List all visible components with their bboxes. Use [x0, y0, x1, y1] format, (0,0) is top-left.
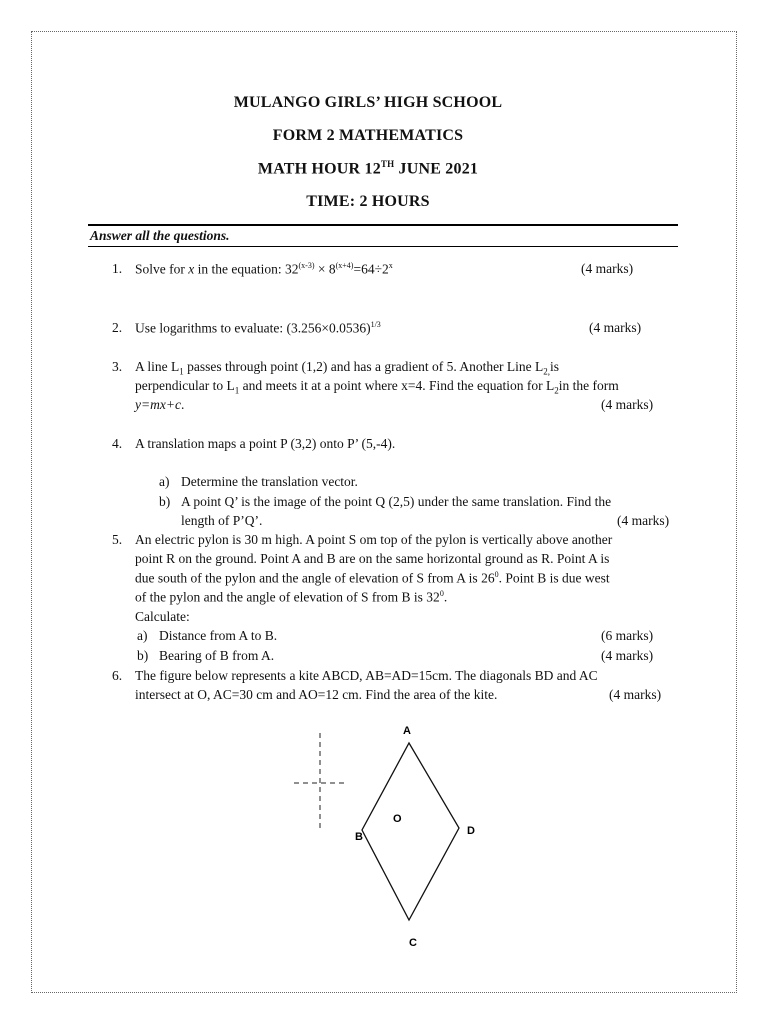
q1-number: 1.: [112, 261, 123, 276]
q3-l1a: A line L: [135, 359, 180, 374]
q2-number: 2.: [112, 320, 123, 335]
q3-l2sub2: 2: [554, 385, 559, 396]
vertex-d-label: D: [467, 825, 475, 837]
q6-line2: intersect at O, AC=30 cm and AO=12 cm. Find the area of the kite.: [135, 687, 498, 702]
q3-l2c: in the form: [558, 378, 619, 393]
q6-line1: The figure below represents a kite ABCD, AB=AD=15cm. The diagonals BD and AC: [135, 668, 598, 683]
q5b-marks: (4 marks): [601, 648, 654, 663]
q3-l1b: passes through point (1,2) and has a gradient of 5. Another Line L: [183, 359, 544, 374]
q6-number: 6.: [112, 668, 123, 683]
q2-marks: (4 marks): [589, 320, 642, 335]
q4b-line1: A point Q’ is the image of the point Q (2,5) under the same translation. Find the: [181, 494, 612, 509]
vertex-b-label: B: [355, 831, 363, 843]
q3-number: 3.: [112, 359, 123, 374]
q5-l4b: .: [443, 589, 448, 605]
q3-l1c: is: [550, 359, 560, 374]
center-o-label: O: [393, 813, 402, 825]
q3-l1sub2: 2,: [543, 366, 551, 377]
q4-number: 4.: [112, 436, 123, 451]
q1-marks: (4 marks): [581, 261, 634, 276]
q3-l2sub: 1: [234, 385, 240, 396]
exam-title-pre: MATH HOUR 12: [257, 160, 381, 178]
q3-equation: y=mx+c: [135, 397, 181, 412]
q5a-label: a): [137, 628, 148, 643]
q1-exp2: (x+4): [335, 261, 354, 270]
q5-l3sup: 0: [494, 570, 499, 579]
instructions: Answer all the questions.: [90, 228, 230, 243]
q4b-line2: length of P’Q’.: [181, 513, 263, 528]
q1-text-b: in the equation: 32: [194, 261, 299, 277]
q4-text: A translation maps a point P (3,2) onto P’ (5,-4).: [135, 436, 396, 451]
q3-l2b: and meets it at a point where x=4. Find the equation for L: [239, 378, 555, 393]
q5-l4a: of the pylon and the angle of elevation of S from B is 32: [135, 589, 440, 605]
q5a-marks: (6 marks): [601, 628, 654, 643]
q5-number: 5.: [112, 532, 123, 547]
q3-l1sub: 1: [179, 366, 184, 377]
vertex-a-label: A: [403, 725, 411, 737]
q4b-label: b): [159, 494, 171, 509]
q5-line1: An electric pylon is 30 m high. A point S om top of the pylon is vertically above another: [135, 532, 613, 547]
vertex-c-label: C: [409, 937, 417, 949]
exam-time: TIME: 2 HOURS: [306, 193, 430, 210]
q3-l3-dot: .: [180, 397, 185, 412]
kite-shape: [362, 743, 459, 920]
subject-title: FORM 2 MATHEMATICS: [272, 127, 464, 144]
exam-title-sup: TH: [380, 159, 395, 169]
q5-l4sup: 0: [439, 589, 444, 598]
q3-marks: (4 marks): [601, 397, 654, 412]
q4a-label: a): [159, 474, 170, 489]
q5-line2: point R on the ground. Point A and B are on the same horizontal ground as R. Point A is: [135, 551, 610, 566]
q1-mid: × 8: [314, 261, 336, 277]
q4a-text: Determine the translation vector.: [181, 474, 358, 489]
q2-exp: 1/3: [370, 320, 381, 329]
q5a-text: Distance from A to B.: [159, 628, 278, 643]
q1-exp3: x: [388, 261, 393, 270]
q1-exp1: (x-3): [298, 261, 315, 270]
q5-calculate: Calculate:: [135, 609, 190, 624]
q1-var: x: [188, 261, 195, 277]
dashed-cross: [294, 733, 348, 830]
school-name: MULANGO GIRLS’ HIGH SCHOOL: [233, 94, 503, 111]
q5-l3b: . Point B is due west: [498, 570, 610, 586]
q1-tail: =64÷2: [353, 261, 389, 277]
q5-l3a: due south of the pylon and the angle of elevation of S from A is 26: [135, 570, 495, 586]
q1-text-a: Solve for: [135, 261, 189, 277]
q2-text-main: Use logarithms to evaluate: (3.256×0.0536): [135, 320, 371, 336]
q5b-label: b): [137, 648, 149, 663]
q4-marks: (4 marks): [617, 513, 670, 528]
q5b-text: Bearing of B from A.: [159, 648, 275, 663]
q6-marks: (4 marks): [609, 687, 662, 702]
exam-title-post: JUNE 2021: [394, 160, 479, 178]
q3-l2a: perpendicular to L: [135, 378, 235, 393]
